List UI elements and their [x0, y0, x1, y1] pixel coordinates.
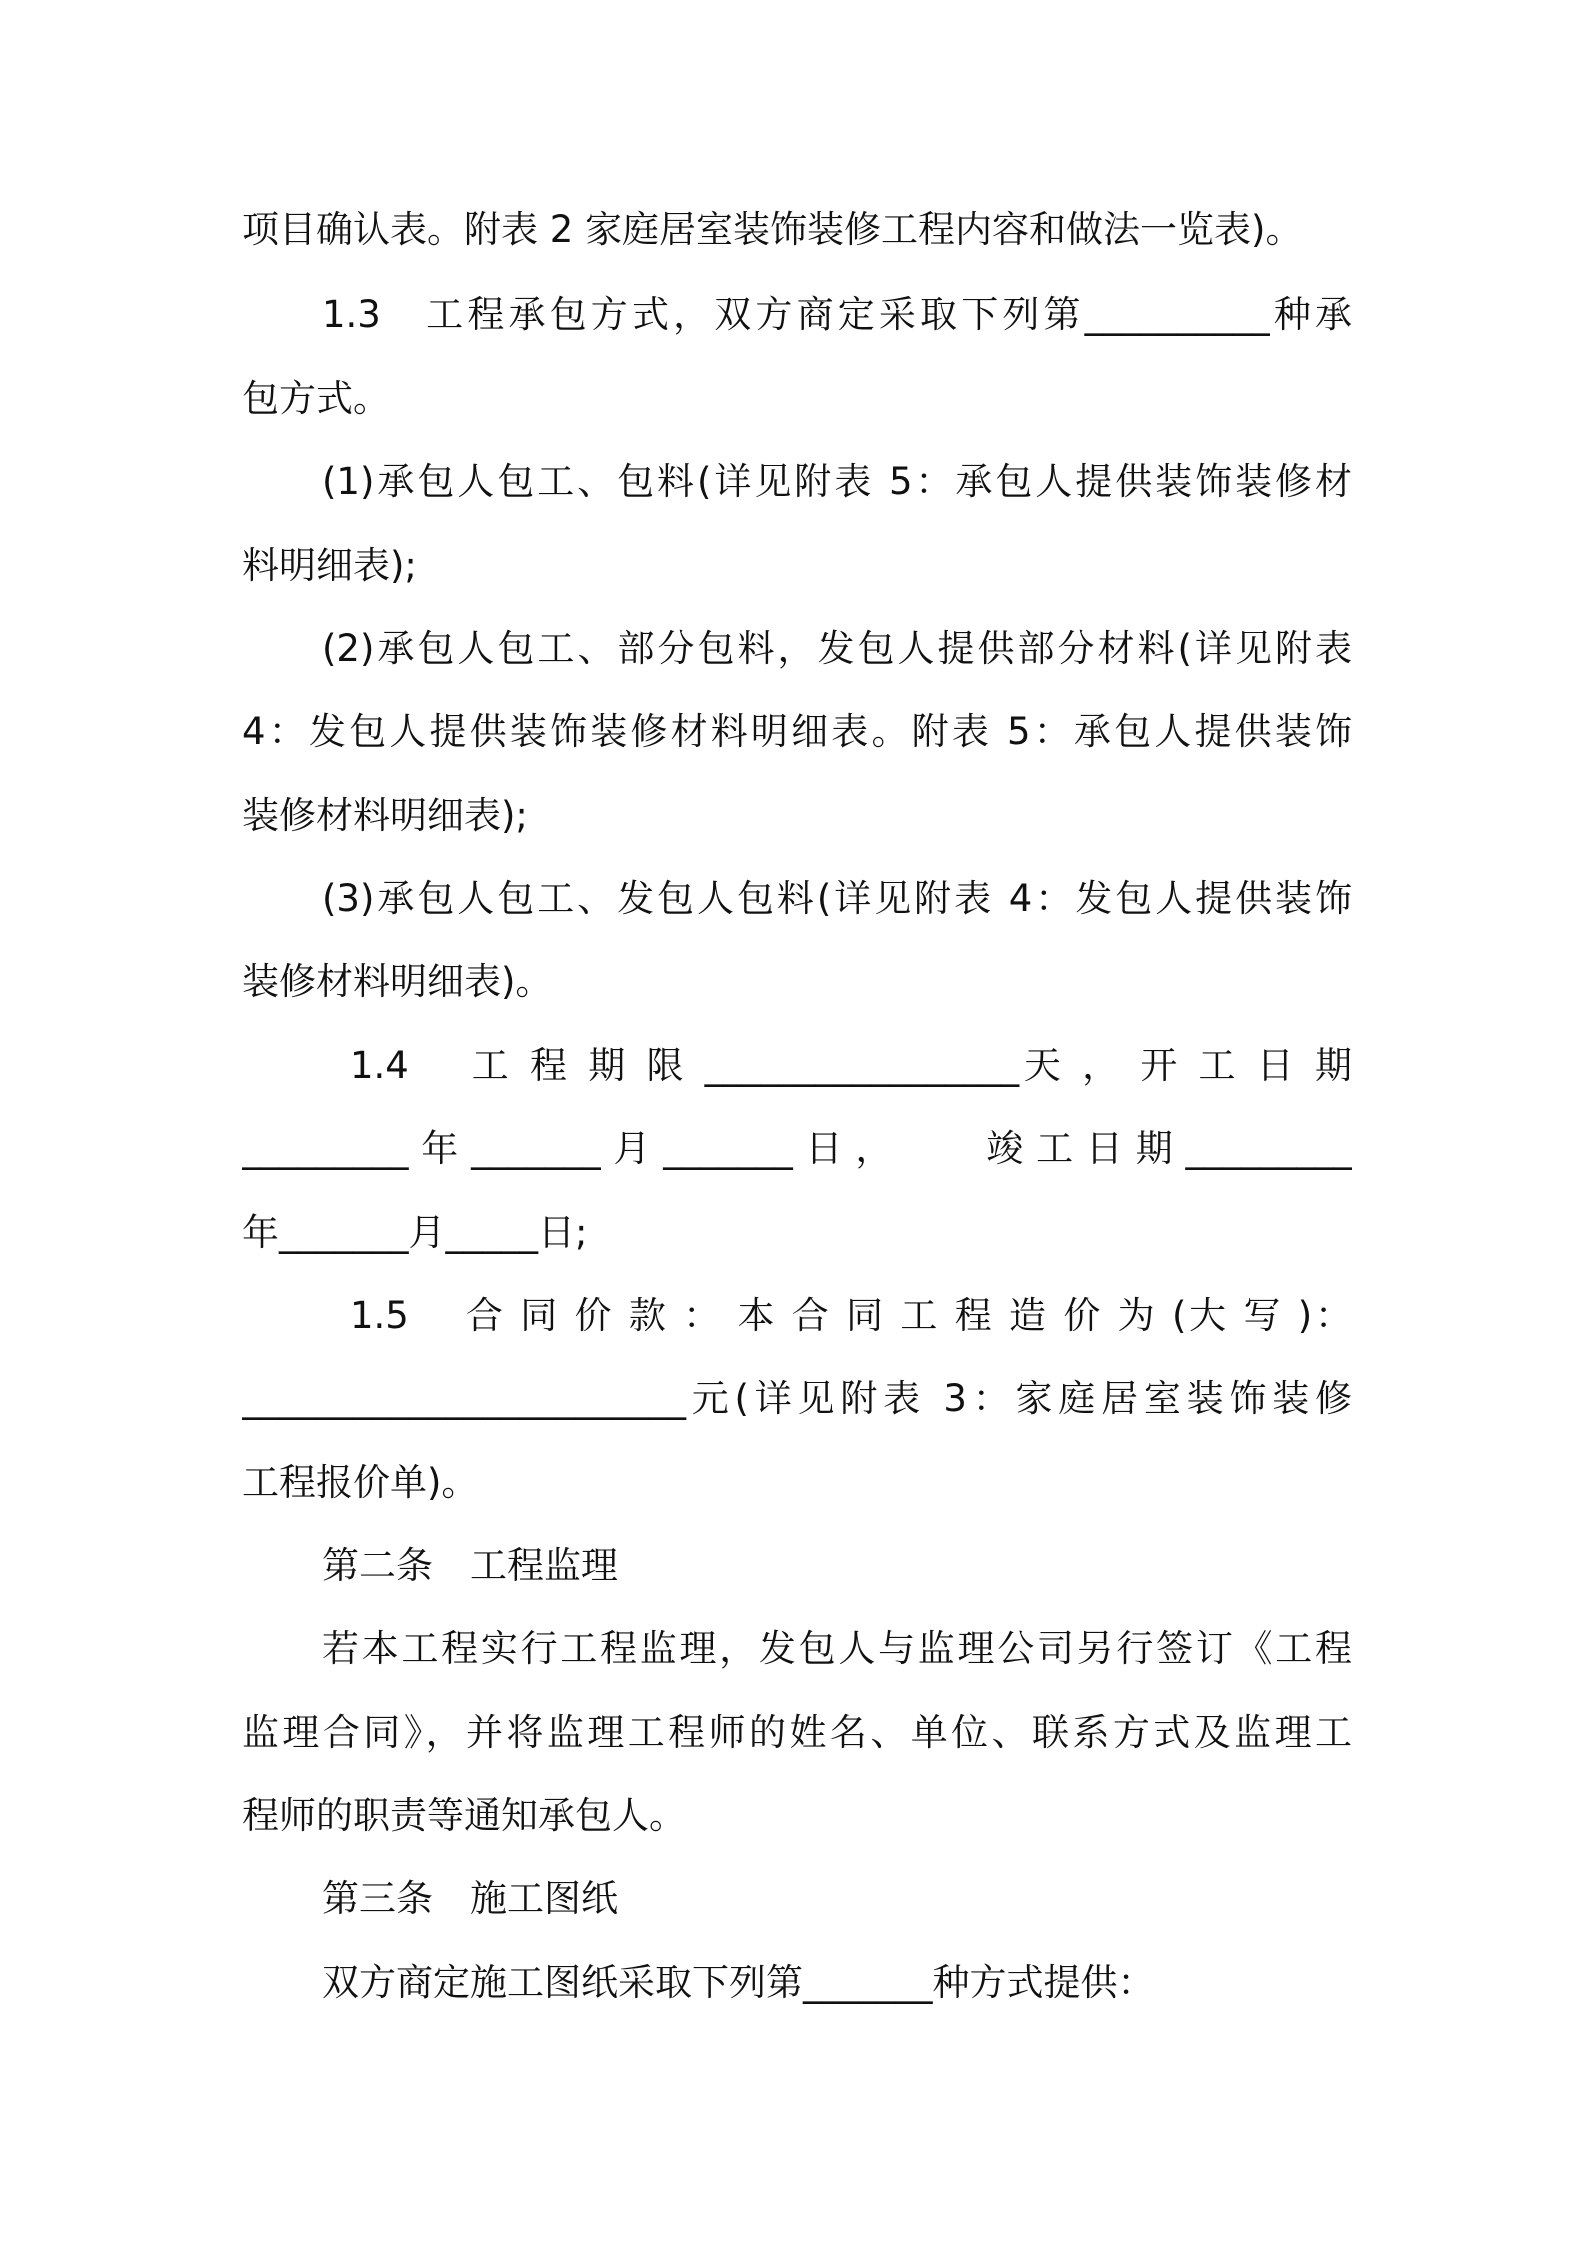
clause-1-4-line-3: 年_______月_____日; [242, 1211, 588, 1254]
article-3-body-line-1: 双方商定施工图纸采取下列第_______种方式提供： [322, 1961, 1155, 2004]
clause-1-4-line-2: _________年_______月_______日， 竣工日期_________ [242, 1127, 1352, 1170]
option-3-line-2: 装修材料明细表)。 [242, 960, 553, 1003]
article-2-heading: 第二条 工程监理 [322, 1544, 618, 1587]
option-3-line-1: (3)承包人包工、发包人包料(详见附表 4：发包人提供装饰 [322, 877, 1352, 920]
clause-1-3-line-1: 1.3 工程承包方式，双方商定采取下列第__________种承 [322, 293, 1352, 336]
option-2-line-2: 4：发包人提供装饰装修材料明细表。附表 5：承包人提供装饰 [242, 710, 1352, 753]
article-3-heading: 第三条 施工图纸 [322, 1877, 618, 1920]
article-2-body-line-2: 监理合同》，并将监理工程师的姓名、单位、联系方式及监理工 [242, 1711, 1352, 1754]
option-1-line-2: 料明细表); [242, 544, 417, 587]
option-1-line-1: (1)承包人包工、包料(详见附表 5：承包人提供装饰装修材 [322, 460, 1352, 503]
clause-1-5-line-1: 1.5 合 同 价 款 ： 本 合 同 工 程 造 价 为 (大 写 )： [350, 1294, 1352, 1337]
clause-1-5-line-2: ________________________元(详见附表 3：家庭居室装饰装修 [242, 1377, 1352, 1420]
text-line-1: 项目确认表。附表 2 家庭居室装饰装修工程内容和做法一览表)。 [242, 208, 1303, 251]
article-2-body-line-1: 若本工程实行工程监理，发包人与监理公司另行签订《工程 [322, 1627, 1352, 1670]
clause-1-3-line-2: 包方式。 [242, 377, 390, 420]
clause-1-5-line-3: 工程报价单)。 [242, 1461, 479, 1504]
clause-1-4-line-1: 1.4 工 程 期 限 _________________天 ， 开 工 日 期 [350, 1044, 1352, 1087]
option-2-line-1: (2)承包人包工、部分包料，发包人提供部分材料(详见附表 [322, 627, 1352, 670]
option-2-line-3: 装修材料明细表); [242, 794, 528, 837]
article-2-body-line-3: 程师的职责等通知承包人。 [242, 1794, 686, 1837]
